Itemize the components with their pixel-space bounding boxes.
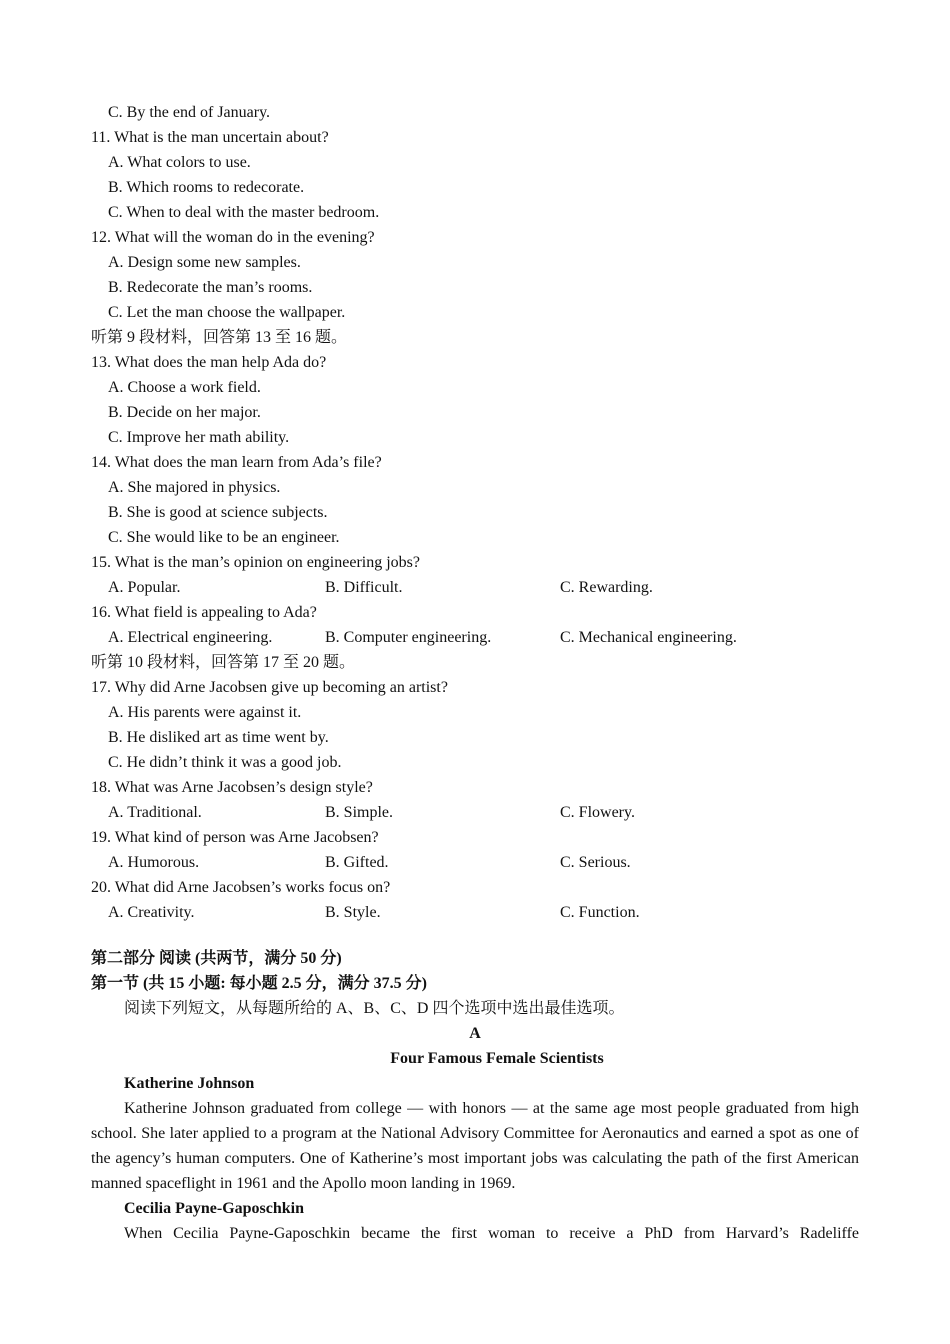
option-b: B. Difficult. bbox=[325, 579, 403, 596]
answer-option: C. He didn’t think it was a good job. bbox=[108, 754, 342, 771]
answer-option: C. Let the man choose the wallpaper. bbox=[108, 304, 346, 321]
reading-instruction: 阅读下列短文，从每题所给的 A、B、C、D 四个选项中选出最佳选项。 bbox=[124, 1000, 625, 1017]
option-c: C. Mechanical engineering. bbox=[560, 629, 737, 646]
option-c: C. Rewarding. bbox=[560, 579, 653, 596]
question-line: 14. What does the man learn from Ada’s file? bbox=[91, 454, 382, 471]
scientist-name-katherine: Katherine Johnson bbox=[124, 1075, 255, 1092]
answer-option: A. Design some new samples. bbox=[108, 254, 301, 271]
question-line: 15. What is the man’s opinion on engineering jobs? bbox=[91, 554, 420, 571]
option-c: C. Serious. bbox=[560, 854, 631, 871]
answer-option: B. Redecorate the man’s rooms. bbox=[108, 279, 313, 296]
question-line: 听第 9 段材料，回答第 13 至 16 题。 bbox=[91, 329, 348, 346]
scientist-name-cecilia: Cecilia Payne-Gaposchkin bbox=[124, 1200, 305, 1217]
question-line: 听第 10 段材料，回答第 17 至 20 题。 bbox=[91, 654, 356, 671]
question-line: 20. What did Arne Jacobsen’s works focus on? bbox=[91, 879, 391, 896]
option-c: C. Flowery. bbox=[560, 804, 635, 821]
option-a: A. Popular. bbox=[108, 579, 181, 596]
question-line: 13. What does the man help Ada do? bbox=[91, 354, 327, 371]
answer-option: C. By the end of January. bbox=[108, 104, 271, 121]
answer-option: B. He disliked art as time went by. bbox=[108, 729, 329, 746]
answer-option: B. Decide on her major. bbox=[108, 404, 261, 421]
option-b: B. Computer engineering. bbox=[325, 629, 492, 646]
option-c: C. Function. bbox=[560, 904, 640, 921]
answer-option: A. His parents were against it. bbox=[108, 704, 302, 721]
section1-heading: 第一节 (共 15 小题: 每小题 2.5 分，满分 37.5 分) bbox=[91, 975, 427, 992]
option-a: A. Traditional. bbox=[108, 804, 202, 821]
answer-option: A. What colors to use. bbox=[108, 154, 251, 171]
passage-letter: A bbox=[469, 1025, 481, 1042]
question-line: 18. What was Arne Jacobsen’s design style? bbox=[91, 779, 373, 796]
answer-option: A. She majored in physics. bbox=[108, 479, 281, 496]
answer-option: C. She would like to be an engineer. bbox=[108, 529, 340, 546]
option-a: A. Electrical engineering. bbox=[108, 629, 273, 646]
question-line: 16. What field is appealing to Ada? bbox=[91, 604, 317, 621]
option-a: A. Humorous. bbox=[108, 854, 200, 871]
question-line: 19. What kind of person was Arne Jacobsen? bbox=[91, 829, 379, 846]
option-a: A. Creativity. bbox=[108, 904, 195, 921]
question-line: 17. Why did Arne Jacobsen give up becoming an artist? bbox=[91, 679, 448, 696]
answer-option: C. When to deal with the master bedroom. bbox=[108, 204, 380, 221]
part2-heading: 第二部分 阅读 (共两节，满分 50 分) bbox=[91, 950, 342, 967]
answer-option: A. Choose a work field. bbox=[108, 379, 261, 396]
option-b: B. Simple. bbox=[325, 804, 394, 821]
answer-option: B. She is good at science subjects. bbox=[108, 504, 328, 521]
passage-title: Four Famous Female Scientists bbox=[390, 1050, 604, 1067]
question-line: 12. What will the woman do in the evening? bbox=[91, 229, 375, 246]
answer-option: C. Improve her math ability. bbox=[108, 429, 290, 446]
cecilia-paragraph: When Cecilia Payne-Gaposchkin became the first woman to receive a PhD from Harvard’s Radeliffe bbox=[124, 1225, 859, 1242]
option-b: B. Gifted. bbox=[325, 854, 389, 871]
answer-option: B. Which rooms to redecorate. bbox=[108, 179, 305, 196]
option-b: B. Style. bbox=[325, 904, 381, 921]
katherine-paragraph: Katherine Johnson graduated from college — with honors — at the same age most people graduated from high school. She later applied to a program at the National Advisory Committee for Aeronautics and earned a spot as one of the agency’s human computers. One of Katherine’s most important jobs was calculating the path of the first American manned spaceflight in 1961 and the Apollo moon landing in 1969. bbox=[91, 1100, 859, 1192]
question-line: 11. What is the man uncertain about? bbox=[91, 129, 329, 146]
